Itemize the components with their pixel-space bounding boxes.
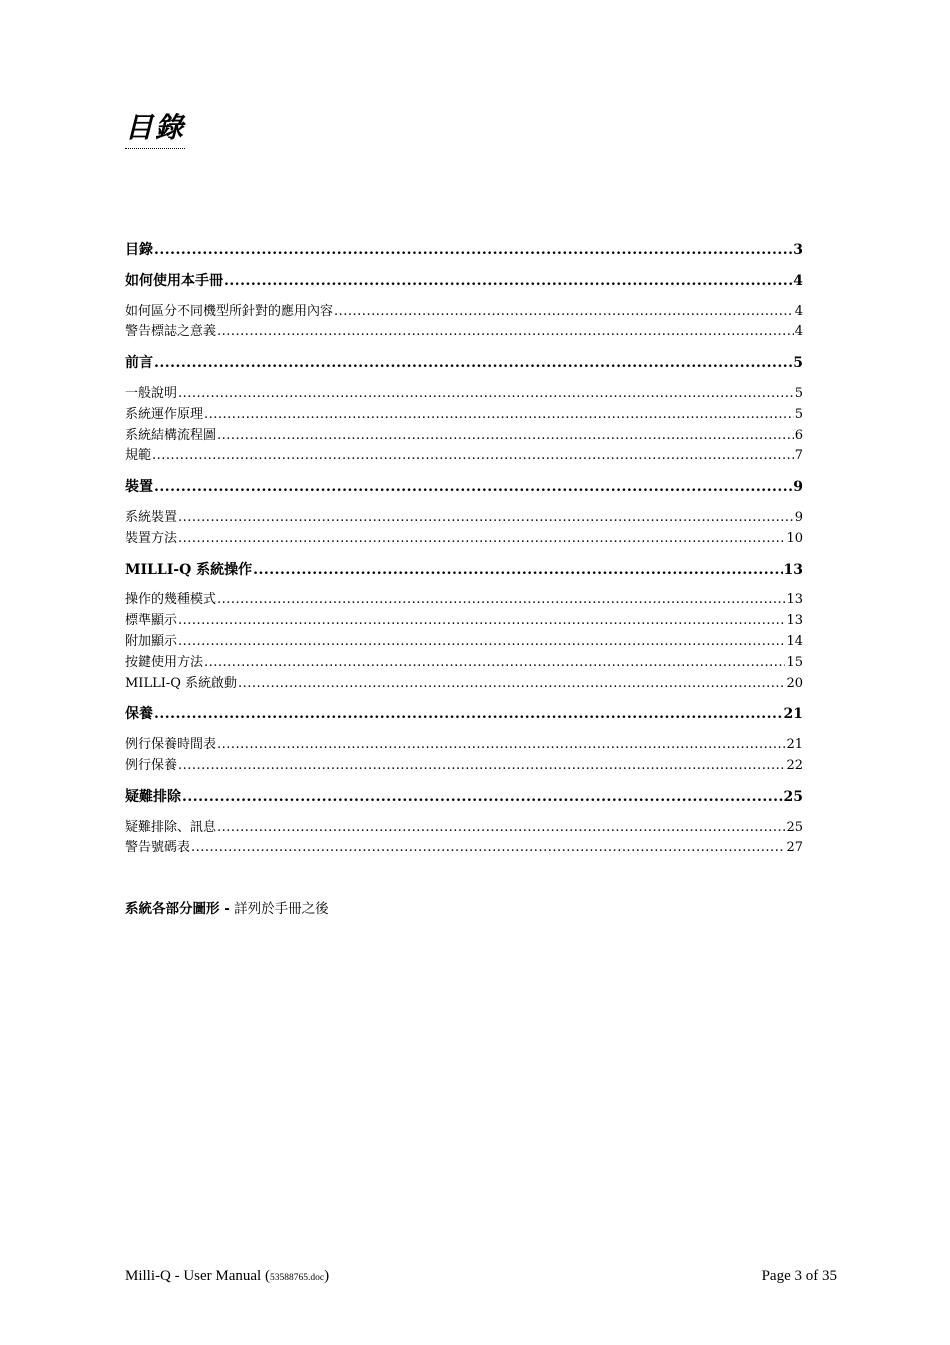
toc-entry-label: 一般說明 <box>125 385 178 401</box>
toc-leader-dots <box>217 590 785 611</box>
toc-entry-page: 9 <box>794 509 803 525</box>
toc-heading-entry[interactable] <box>125 560 803 581</box>
toc-heading-entry[interactable] <box>125 704 803 725</box>
toc-entry[interactable] <box>125 611 803 632</box>
footer-document-name <box>125 1268 329 1285</box>
toc-heading-entry[interactable] <box>125 787 803 808</box>
toc-entry-label: 例行保養時間表 <box>125 737 217 753</box>
toc-leader-dots <box>334 302 794 323</box>
toc-entry[interactable] <box>125 818 803 839</box>
toc-entry[interactable] <box>125 756 803 777</box>
toc-entry-page: 4 <box>794 303 803 319</box>
toc-entry[interactable] <box>125 446 803 467</box>
toc-entry-page: 4 <box>794 324 803 340</box>
toc-entry-page: 5 <box>794 385 803 401</box>
toc-entry-label: 裝置 <box>125 479 153 496</box>
toc-entry-page: 6 <box>794 427 803 443</box>
toc-leader-dots <box>178 384 794 405</box>
toc-entry-label: 系統運作原理 <box>125 406 204 422</box>
toc-entry-page: 14 <box>786 633 803 649</box>
toc-leader-dots <box>224 271 792 292</box>
toc-entry-page: 13 <box>786 613 803 629</box>
toc-entry-page: 15 <box>786 654 803 670</box>
footer-manual-title: Milli-Q - User Manual ( <box>125 1268 270 1284</box>
toc-entry[interactable] <box>125 322 803 343</box>
toc-heading-entry[interactable] <box>125 353 803 374</box>
toc-entry[interactable] <box>125 405 803 426</box>
toc-leader-dots <box>253 560 782 581</box>
toc-entry-label: 目錄 <box>125 242 153 258</box>
toc-entry[interactable] <box>125 508 803 529</box>
toc-entry-page: 5 <box>794 406 803 422</box>
toc-entry-page: 13 <box>786 592 803 608</box>
toc-leader-dots <box>182 787 783 808</box>
toc-entry-page: 10 <box>786 530 803 546</box>
toc-heading-entry[interactable] <box>125 477 803 498</box>
toc-leader-dots <box>178 632 785 653</box>
toc-entry[interactable] <box>125 529 803 550</box>
toc-entry-label: 標準顯示 <box>125 613 178 629</box>
toc-entry-page: 22 <box>786 757 803 773</box>
toc-entry-page: 3 <box>793 242 803 258</box>
toc-entry-label: 疑難排除、訊息 <box>125 819 217 835</box>
toc-entry[interactable] <box>125 632 803 653</box>
toc-leader-dots <box>204 405 794 426</box>
toc-leader-dots <box>178 508 794 529</box>
toc-leader-dots <box>152 446 794 467</box>
figures-note-text: 詳列於手冊之後 <box>229 901 329 917</box>
toc-entry-label: 如何區分不同機型所針對的應用內容 <box>125 303 334 319</box>
toc-heading-entry[interactable] <box>125 240 803 261</box>
figures-note-bold: 系統各部分圖形 - <box>125 901 230 917</box>
toc-leader-dots <box>178 529 785 550</box>
toc-entry-label: 系統結構流程圖 <box>125 427 217 443</box>
toc-entry-label: 前言 <box>125 355 153 372</box>
toc-entry-page: 5 <box>793 355 803 372</box>
toc-entry-label: 如何使用本手冊 <box>125 272 223 289</box>
toc-entry[interactable] <box>125 590 803 611</box>
toc-leader-dots <box>154 477 792 498</box>
toc-entry[interactable] <box>125 384 803 405</box>
toc-entry-page: 25 <box>786 819 803 835</box>
page-title: 目錄 <box>125 110 185 149</box>
toc-entry-page: 13 <box>783 561 803 578</box>
toc-entry-label: 例行保養 <box>125 757 178 773</box>
toc-leader-dots <box>178 756 785 777</box>
toc-entry-page: 21 <box>783 706 803 723</box>
toc-entry-page: 7 <box>794 448 803 464</box>
toc-entry[interactable] <box>125 426 803 447</box>
toc-entry-label: 操作的幾種模式 <box>125 592 217 608</box>
toc-leader-dots <box>154 353 792 374</box>
footer-doc-filename: 53588765.doc <box>269 1273 325 1283</box>
toc-leader-dots <box>217 426 794 447</box>
toc-leader-dots <box>217 735 785 756</box>
toc-entry-page: 9 <box>793 479 803 496</box>
toc-leader-dots <box>217 818 785 839</box>
toc-entry-label: MILLI-Q 系統啟動 <box>125 675 238 691</box>
toc-entry-page: 4 <box>793 272 803 289</box>
toc-entry[interactable] <box>125 302 803 323</box>
toc-entry-label: MILLI-Q 系統操作 <box>125 561 253 578</box>
toc-entry[interactable] <box>125 735 803 756</box>
toc-leader-dots <box>154 704 783 725</box>
toc-heading-entry[interactable] <box>125 271 803 292</box>
toc-entry-label: 警告號碼表 <box>125 840 191 856</box>
toc-leader-dots <box>204 653 785 674</box>
toc-entry-label: 警告標誌之意義 <box>125 324 217 340</box>
toc-leader-dots <box>154 240 792 261</box>
table-of-contents <box>125 240 803 859</box>
toc-entry-page: 25 <box>783 788 803 805</box>
toc-leader-dots <box>178 611 785 632</box>
figures-note <box>125 897 329 917</box>
toc-entry[interactable] <box>125 653 803 674</box>
toc-leader-dots <box>217 322 794 343</box>
footer-paren: ) <box>324 1268 330 1284</box>
toc-entry[interactable] <box>125 838 803 859</box>
toc-entry-page: 20 <box>786 675 803 691</box>
toc-entry-label: 疑難排除 <box>125 788 181 805</box>
toc-entry-label: 保養 <box>125 706 153 723</box>
toc-entry-page: 27 <box>786 840 803 856</box>
toc-entry-label: 按鍵使用方法 <box>125 654 204 670</box>
toc-leader-dots <box>238 674 785 695</box>
toc-leader-dots <box>191 838 785 859</box>
toc-entry-label: 系統裝置 <box>125 509 178 525</box>
footer-page-number: Page 3 of 35 <box>761 1268 837 1284</box>
toc-entry-label: 規範 <box>125 448 152 464</box>
toc-entry-label: 附加顯示 <box>125 633 178 649</box>
toc-entry[interactable] <box>125 674 803 695</box>
toc-entry-label: 裝置方法 <box>125 530 178 546</box>
toc-entry-page: 21 <box>786 737 803 753</box>
